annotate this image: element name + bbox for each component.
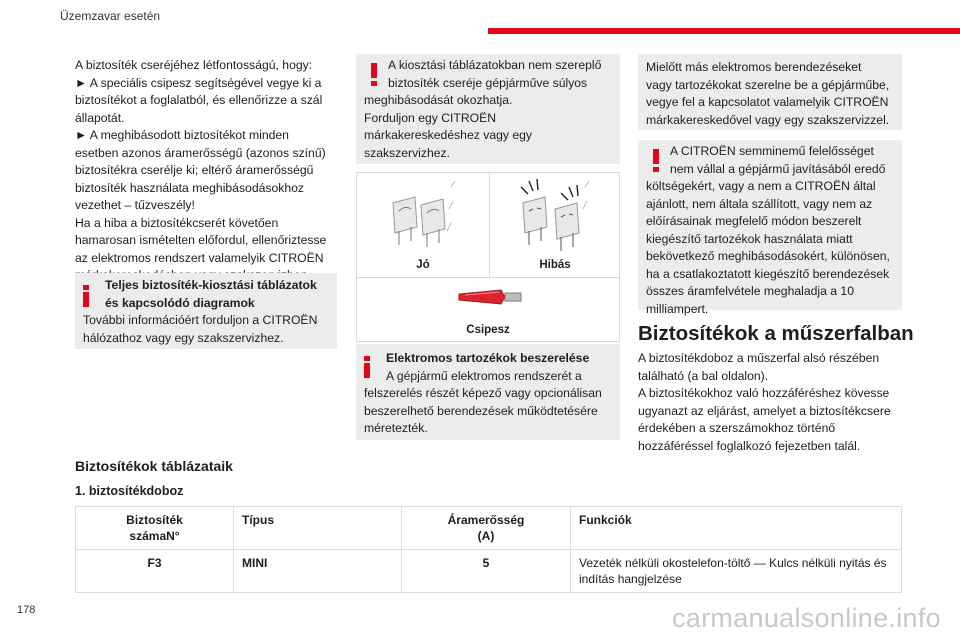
section-line: A biztosítékokhoz való hozzáféréshez kövesse	[638, 386, 890, 400]
note-text: nem vállal a gépjármű javításából eredő	[670, 161, 886, 176]
note-text: összes áramfelvétele meghaladja a 10	[646, 284, 854, 298]
warning-note-unlisted-fuse	[356, 54, 620, 164]
note-text: kiegészítő tartozékok használata miatt	[646, 231, 853, 246]
warning-icon	[371, 63, 377, 85]
fuse-box-heading: 1. biztosítékdoboz	[75, 484, 184, 498]
note-text: milliampert.	[646, 301, 709, 316]
instruction-line: ► A meghibásodott biztosítékot minden	[75, 128, 289, 142]
table-row	[76, 550, 902, 593]
column-header-type: Típus	[234, 507, 402, 550]
section-line: érdekében a szerszámokhoz történő	[638, 421, 836, 435]
instruction-line: hamarosan ismételten előfordul, ellenőriztesse	[75, 233, 327, 247]
fuse-illustration	[356, 172, 620, 342]
table-header-row	[76, 507, 902, 550]
instruction-line: biztosíték használata meghibásodásokhoz	[75, 180, 304, 195]
section-line: található (a bal oldalon).	[638, 368, 769, 383]
blown-fuse-illustration	[515, 179, 597, 255]
info-icon	[364, 356, 370, 378]
note-text: ha a csatlakoztatott kiegészítő berendezések	[646, 266, 890, 281]
instruction-line: állapotát.	[75, 110, 125, 125]
note-text: További információért forduljon a CITROËN	[83, 313, 318, 327]
fuse-table	[75, 506, 902, 593]
note-title: Elektromos tartozékok beszerelése	[386, 351, 590, 365]
label-blown: Hibás	[539, 259, 571, 271]
note-text: vagy tartozékokat szerelne be a gépjárműbe,	[646, 77, 890, 92]
info-icon	[83, 285, 89, 307]
note-text: Mielőtt más elektromos berendezéseket	[646, 60, 862, 74]
fuse-replacement-instructions	[75, 57, 340, 285]
instruction-line: biztosítékot a foglalatból, és ellenőrizze a szál	[75, 93, 323, 107]
instruction-line: vezethet – tűzveszély!	[75, 198, 195, 212]
column-header-fuse-number	[76, 507, 234, 550]
label-good: Jó	[416, 259, 430, 271]
cell-amperage: 5	[402, 550, 571, 593]
note-text: költségekért, vagy a nem a CITROËN által	[646, 179, 876, 193]
watermark: carmanualsonline.info	[672, 603, 941, 633]
note-text: A gépjármű elektromos rendszerét a	[386, 368, 582, 383]
note-text: meghibásodását okozhatja.	[364, 93, 513, 107]
note-text: bekövetkező meghibásodásokért, különösen,	[646, 249, 890, 263]
header-title: Üzemzavar esetén	[60, 9, 161, 23]
header-text: (A)	[477, 529, 495, 543]
instruction-line: Ha a hiba a biztosítékcserét követően	[75, 215, 279, 230]
note-contact-dealer	[638, 54, 902, 130]
cell-type: MINI	[234, 550, 402, 593]
note-text: biztosíték cseréje gépjárműve súlyos	[388, 75, 588, 90]
section-body	[638, 350, 906, 455]
note-text: méretezték.	[364, 421, 428, 435]
note-text: előírásainak megfelelő módon beszerelt	[646, 214, 862, 228]
note-text: hálózathoz vagy egy szakszervizhez.	[83, 330, 284, 345]
function-text: Vezeték nélküli okostelefon-töltő — Kulcs nélküli nyitás és	[579, 556, 887, 570]
instruction-line: ► A speciális csipesz segítségével vegye ki a	[75, 75, 322, 90]
header-text: számaN°	[129, 529, 180, 543]
tweezers-illustration	[455, 286, 525, 308]
cell-fuse-number: F3	[76, 550, 234, 593]
note-text: felszerelés részét képező vagy opcionálisan	[364, 386, 602, 400]
section-line: A biztosítékdoboz a műszerfal alsó részében	[638, 351, 880, 365]
fuse-tables-heading: Biztosítékok táblázataik	[75, 458, 233, 474]
cell-functions	[571, 550, 902, 593]
note-text: vegye fel a kapcsolatot valamelyik CITROËN	[646, 95, 889, 109]
info-note-fuse-tables	[75, 273, 337, 349]
header-accent-bar	[488, 28, 960, 34]
info-note-electrical-accessories	[356, 344, 620, 440]
warning-icon	[653, 149, 659, 171]
note-text: márkakereskedővel vagy egy szakszervizzel.	[646, 112, 890, 127]
note-text: ajánlott, nem általa szállított, vagy nem az	[646, 196, 873, 211]
column-header-functions: Funkciók	[571, 507, 902, 550]
instruction-line: A biztosíték cseréjéhez létfontosságú, hogy:	[75, 58, 313, 72]
note-title: és kapcsolódó diagramok	[105, 295, 255, 310]
section-title: Biztosítékok a műszerfalban	[638, 322, 914, 345]
column-header-amperage	[402, 507, 571, 550]
note-text: szakszervizhez.	[364, 145, 451, 160]
note-text: márkakereskedéshez vagy egy	[364, 128, 533, 142]
label-tweezers: Csipesz	[466, 324, 510, 336]
warning-note-liability	[638, 140, 902, 316]
instruction-line: biztosítékra cserélje ki; eltérő áramerősségű	[75, 163, 314, 177]
page-number: 178	[17, 604, 36, 616]
header-text: Áramerősség	[447, 513, 525, 527]
instruction-line: az elektromos rendszert valamelyik CITROËN	[75, 250, 324, 265]
note-text: beszerelhető berendezések működtetésére	[364, 403, 598, 418]
note-text: A CITROËN semminemű felelősséget	[670, 144, 874, 158]
instruction-line: esetben azonos áramerősségű (azonos színű)	[75, 145, 326, 160]
note-text: Forduljon egy CITROËN	[364, 110, 497, 125]
section-line: hozzáféréssel foglalkozó fejezetben talál.	[638, 438, 861, 453]
good-fuse-illustration	[385, 181, 465, 253]
section-line: ugyanazt az eljárást, amelyet a biztosítékcsere	[638, 403, 891, 418]
note-text: A kiosztási táblázatokban nem szereplő	[388, 58, 602, 72]
header-text: Biztosíték	[126, 513, 183, 527]
function-text: indítás hangjelzése	[579, 572, 682, 586]
note-title: Teljes biztosíték-kiosztási táblázatok	[105, 278, 317, 292]
